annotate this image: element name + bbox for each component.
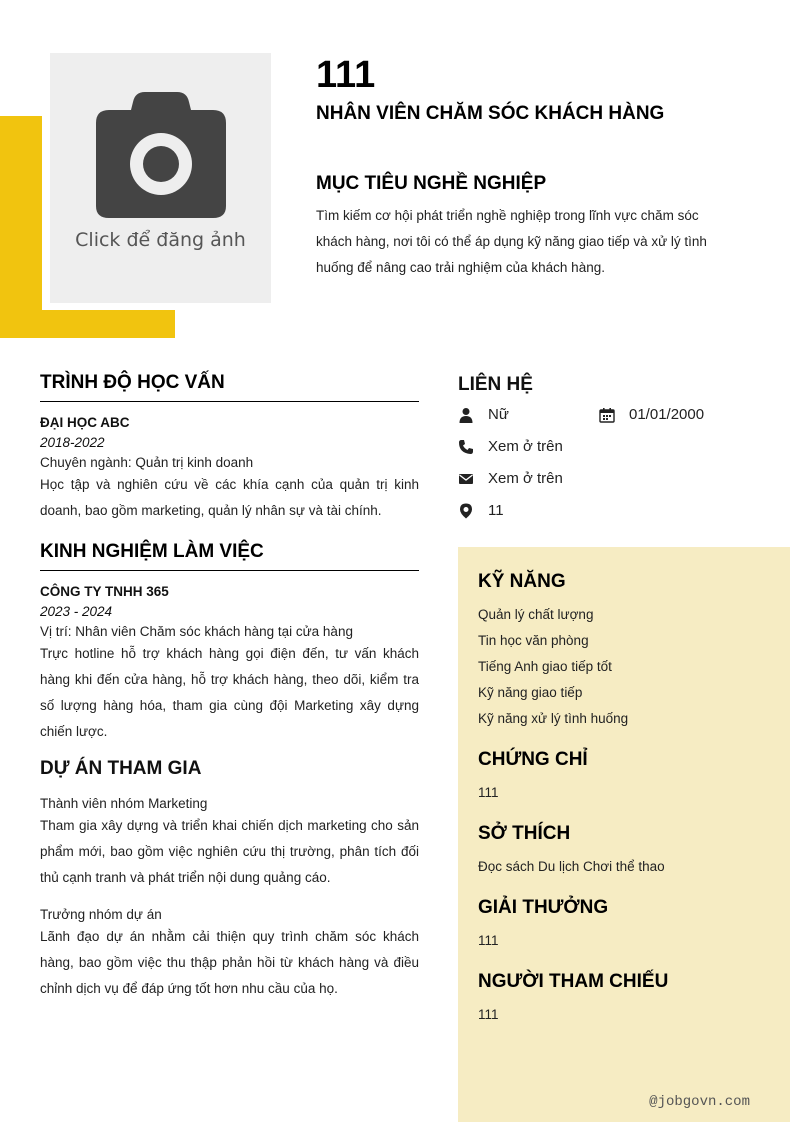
experience-description: Trực hotline hỗ trợ khách hàng gọi điện đến, tư vấn khách hàng khi đến cửa hàng, hỗ trợ khách hàng, theo dõi, kiểm tra số lượng hàng hóa, tham gia cùng đội Marketing xây dựng chiến lược. <box>40 646 419 739</box>
address-value: 11 <box>488 502 504 519</box>
experience-heading: KINH NGHIỆM LÀM VIỆC <box>40 541 419 571</box>
photo-upload[interactable] <box>50 53 271 303</box>
calendar-icon <box>599 407 615 423</box>
contact-birthday <box>599 406 704 423</box>
contact-phone <box>458 438 563 455</box>
education-heading: TRÌNH ĐỘ HỌC VẤN <box>40 372 419 402</box>
phone-value: Xem ở trên <box>488 438 563 455</box>
education-school: ĐẠI HỌC ABC <box>40 415 130 430</box>
hobbies-heading: SỞ THÍCH <box>478 823 571 844</box>
gender-value: Nữ <box>488 406 509 423</box>
mail-icon <box>458 471 474 487</box>
birthday-value: 01/01/2000 <box>629 406 705 423</box>
project-role: Trưởng nhóm dự án <box>40 907 162 922</box>
phone-icon <box>458 439 474 455</box>
experience-period: 2023 - 2024 <box>40 604 113 619</box>
awards-value: 111 <box>478 933 499 948</box>
skill-item: Kỹ năng xử lý tình huống <box>478 711 629 726</box>
job-title: NHÂN VIÊN CHĂM SÓC KHÁCH HÀNG <box>316 103 665 124</box>
contact-gender <box>458 406 509 423</box>
candidate-name: 111 <box>316 54 376 96</box>
contact-heading: LIÊN HỆ <box>458 374 533 395</box>
references-value: 111 <box>478 1007 499 1022</box>
person-icon <box>458 407 474 423</box>
photo-upload-label: Click để đăng ảnh <box>75 229 246 251</box>
awards-heading: GIẢI THƯỞNG <box>478 897 609 918</box>
skill-item: Tin học văn phòng <box>478 633 589 648</box>
project-description: Tham gia xây dựng và triển khai chiến dịch marketing cho sản phẩm mới, bao gồm việc nghiên cứu thị trường, phân tích đối thủ cạnh tranh và phát triển nội dung quảng cáo. <box>40 818 419 885</box>
right-panel <box>458 547 790 1122</box>
references-heading: NGƯỜI THAM CHIẾU <box>478 971 669 992</box>
contact-address <box>458 502 504 519</box>
skill-item: Kỹ năng giao tiếp <box>478 685 583 700</box>
skills-heading: KỸ NĂNG <box>478 571 566 592</box>
email-value: Xem ở trên <box>488 470 563 487</box>
camera-icon <box>95 90 227 220</box>
accent-bar-vertical <box>0 116 42 338</box>
education-major: Chuyên ngành: Quản trị kinh doanh <box>40 455 254 470</box>
hobbies-value: Đọc sách Du lịch Chơi thể thao <box>478 859 665 874</box>
skill-item: Tiếng Anh giao tiếp tốt <box>478 659 612 674</box>
certificates-heading: CHỨNG CHỈ <box>478 749 588 770</box>
project-description: Lãnh đạo dự án nhằm cải thiện quy trình chăm sóc khách hàng, bao gồm việc thu thập phản hồi từ khách hàng và điều chỉnh dịch vụ để đáp ứng tốt hơn nhu cầu của họ. <box>40 929 419 996</box>
location-pin-icon <box>458 503 474 519</box>
project-role: Thành viên nhóm Marketing <box>40 796 208 811</box>
education-description: Học tập và nghiên cứu về các khía cạnh của quản trị kinh doanh, bao gồm marketing, quản lý nhân sự và tài chính. <box>40 477 419 518</box>
education-period: 2018-2022 <box>40 435 105 450</box>
projects-heading: DỰ ÁN THAM GIA <box>40 758 202 779</box>
skill-item: Quản lý chất lượng <box>478 607 594 622</box>
accent-bar-horizontal <box>0 310 175 338</box>
objective-heading: MỤC TIÊU NGHỀ NGHIỆP <box>316 173 547 194</box>
objective-text: Tìm kiếm cơ hội phát triển nghề nghiệp trong lĩnh vực chăm sóc khách hàng, nơi tôi có thể áp dụng kỹ năng giao tiếp và xử lý tình huống để nâng cao trải nghiệm của khách hàng. <box>316 208 707 275</box>
contact-email <box>458 470 563 487</box>
experience-position: Vị trí: Nhân viên Chăm sóc khách hàng tại cửa hàng <box>40 624 353 639</box>
brand-watermark: @jobgovn.com <box>649 1094 750 1110</box>
certificates-value: 111 <box>478 785 499 800</box>
left-column <box>40 372 419 1002</box>
experience-company: CÔNG TY TNHH 365 <box>40 584 169 599</box>
